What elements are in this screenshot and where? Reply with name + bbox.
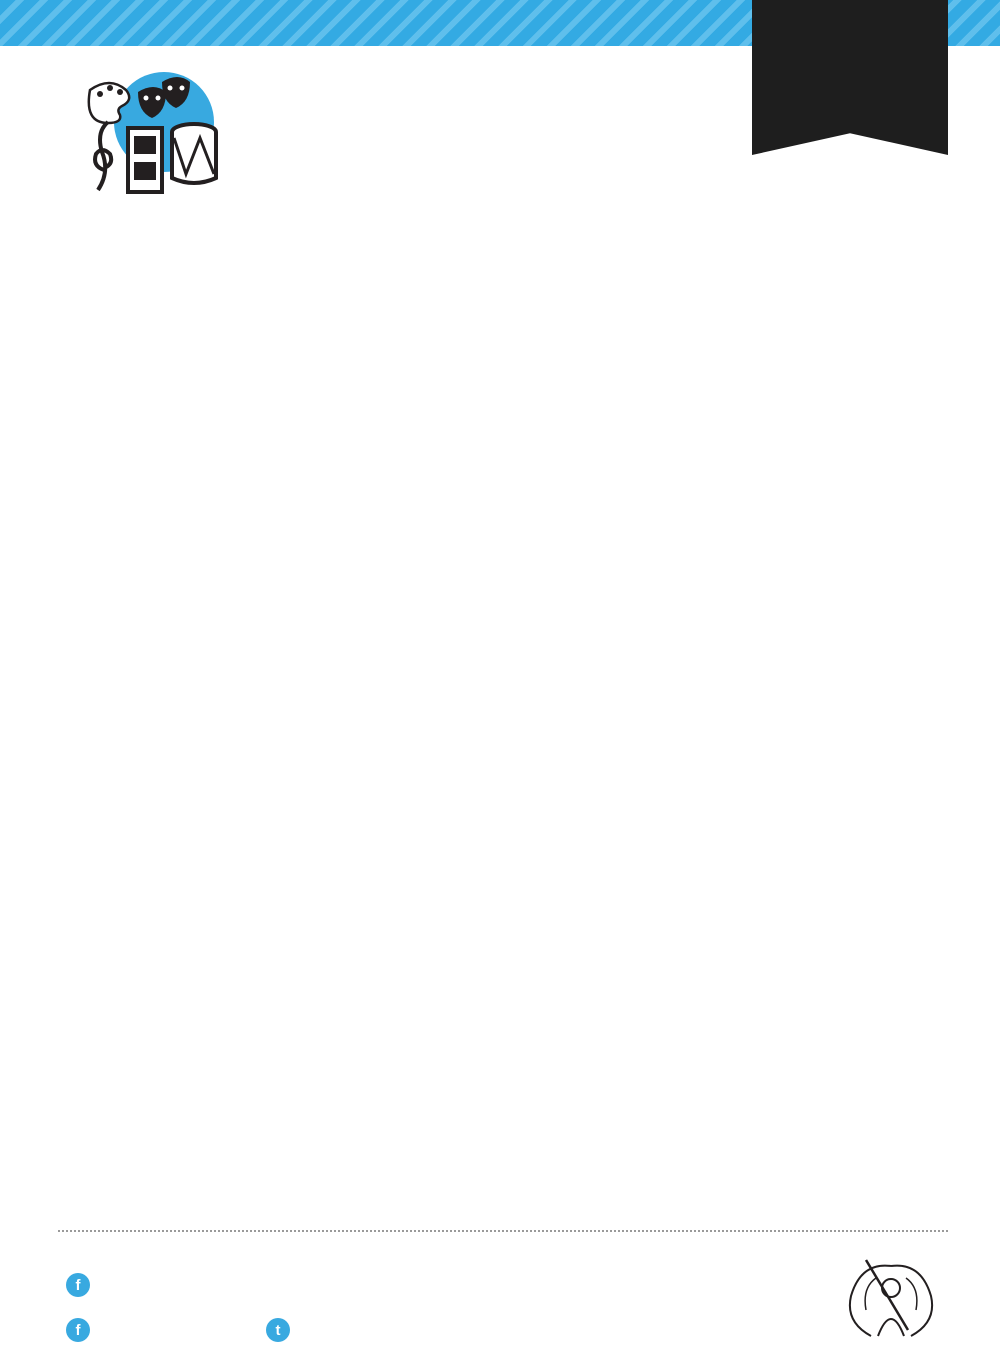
venue-addresses [66,1198,108,1209]
san-miguel-logo [836,1258,946,1365]
facebook-icon: f [66,1273,90,1297]
banner-line-2 [752,7,948,21]
twitter-link[interactable] [266,1318,300,1342]
angel-emblem-icon [836,1258,946,1340]
banner-line-3 [752,7,948,21]
twitter-icon: t [266,1318,290,1342]
footer-divider [58,1230,948,1232]
facebook-joaquin-link[interactable] [66,1318,100,1342]
culture-logo-icon [82,70,222,200]
free-entry-banner [752,0,948,155]
facebook-icon: f [66,1318,90,1342]
facebook-municipalidad-link[interactable] [66,1273,100,1297]
banner-line-1 [752,7,948,21]
